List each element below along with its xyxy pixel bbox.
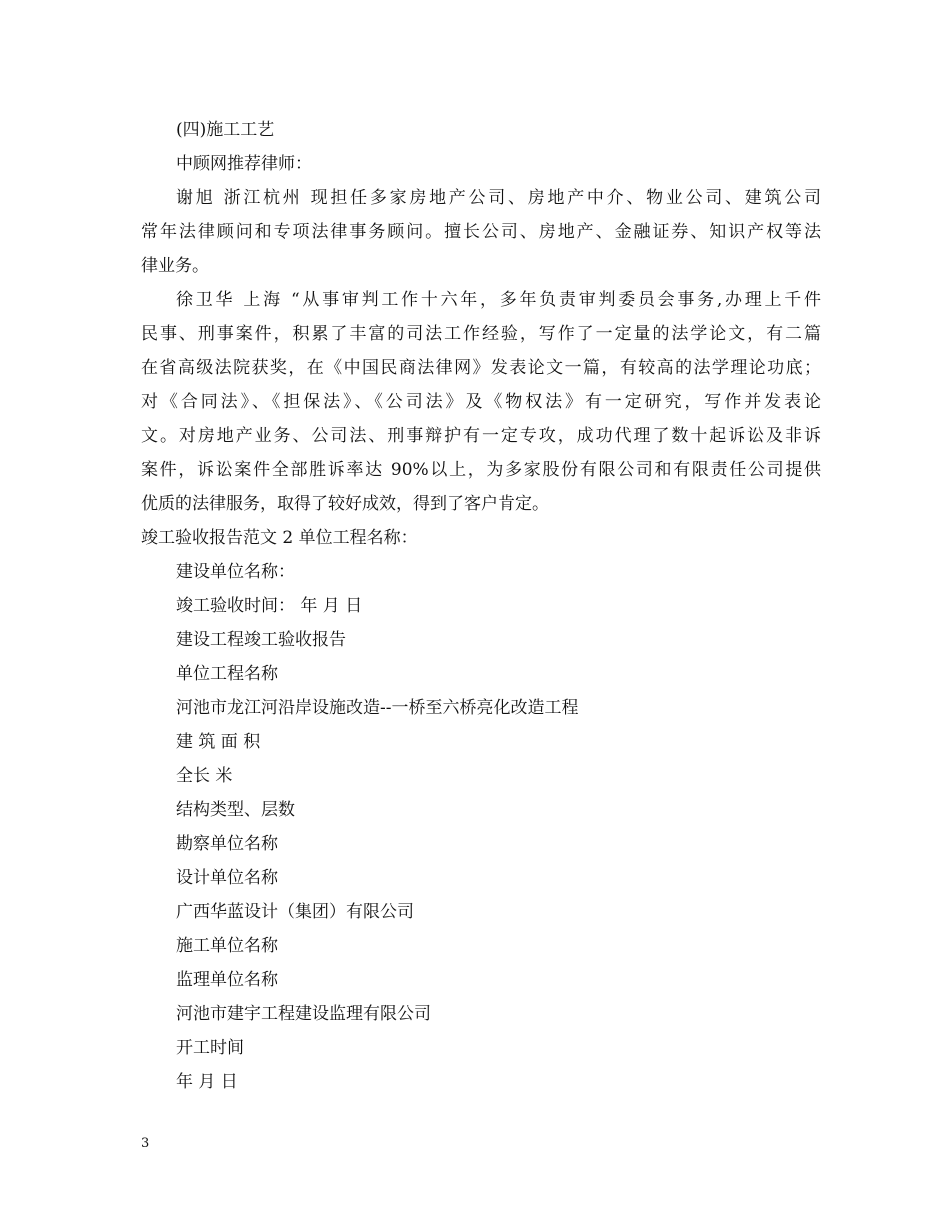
form-line-start-time: 开工时间 [176,1038,244,1058]
form-line-project-name-value: 河池市龙江河沿岸设施改造--一桥至六桥亮化改造工程 [176,698,579,718]
form-line-date: 年 月 日 [176,1072,238,1092]
lawyer-paragraph-2-line-6: 案件，诉讼案件全部胜诉率达 90%以上，为多家股份有限公司和有限责任公司提供 [141,460,821,480]
form-line-total-length: 全长 米 [176,766,233,786]
report-sample-heading: 竣工验收报告范文 2 单位工程名称： [141,528,418,548]
lawyer-paragraph-2-line-7: 优质的法律服务，取得了较好成效，得到了客户肯定。 [141,494,549,514]
lawyer-paragraph-2-line-4: 对《合同法》、《担保法》、《公司法》及《物权法》有一定研究，写作并发表论 [141,392,821,412]
page-number: 3 [141,1136,150,1151]
report-title: 建设工程竣工验收报告 [176,630,346,650]
lawyer-paragraph-1-line-1: 谢旭 浙江杭州 现担任多家房地产公司、房地产中介、物业公司、建筑公司 [176,188,821,208]
form-line-building-area: 建 筑 面 积 [176,732,261,752]
lawyer-paragraph-2-line-1: 徐卫华 上海 “从事审判工作十六年，多年负责审判委员会事务,办理上千件 [176,290,821,310]
lawyer-paragraph-1-line-2: 常年法律顾问和专项法律事务顾问。擅长公司、房地产、金融证券、知识产权等法 [141,222,821,242]
form-line-acceptance-time: 竣工验收时间： 年 月 日 [176,596,363,616]
recommended-lawyers-heading: 中顾网推荐律师： [176,154,312,174]
form-line-survey-unit: 勘察单位名称 [176,834,278,854]
form-line-supervision-unit-label: 监理单位名称 [176,970,278,990]
form-line-construction-company: 施工单位名称 [176,936,278,956]
document-body [141,113,821,1099]
form-line-construction-unit: 建设单位名称： [176,562,295,582]
lawyer-paragraph-2-line-2: 民事、刑事案件，积累了丰富的司法工作经验，写作了一定量的法学论文，有二篇 [141,324,821,344]
section-heading: (四)施工工艺 [176,120,275,140]
form-line-design-unit-label: 设计单位名称 [176,868,278,888]
form-line-project-name-label: 单位工程名称 [176,664,278,684]
lawyer-paragraph-2-line-5: 文。对房地产业务、公司法、刑事辩护有一定专攻，成功代理了数十起诉讼及非诉 [141,426,821,446]
lawyer-paragraph-2-line-3: 在省高级法院获奖，在《中国民商法律网》发表论文一篇，有较高的法学理论功底； [141,358,821,378]
form-line-design-unit-value: 广西华蓝设计（集团）有限公司 [176,902,414,922]
form-line-supervision-unit-value: 河池市建宇工程建设监理有限公司 [176,1004,431,1024]
lawyer-paragraph-1-line-3: 律业务。 [141,256,209,276]
form-line-structure-floors: 结构类型、层数 [176,800,295,820]
